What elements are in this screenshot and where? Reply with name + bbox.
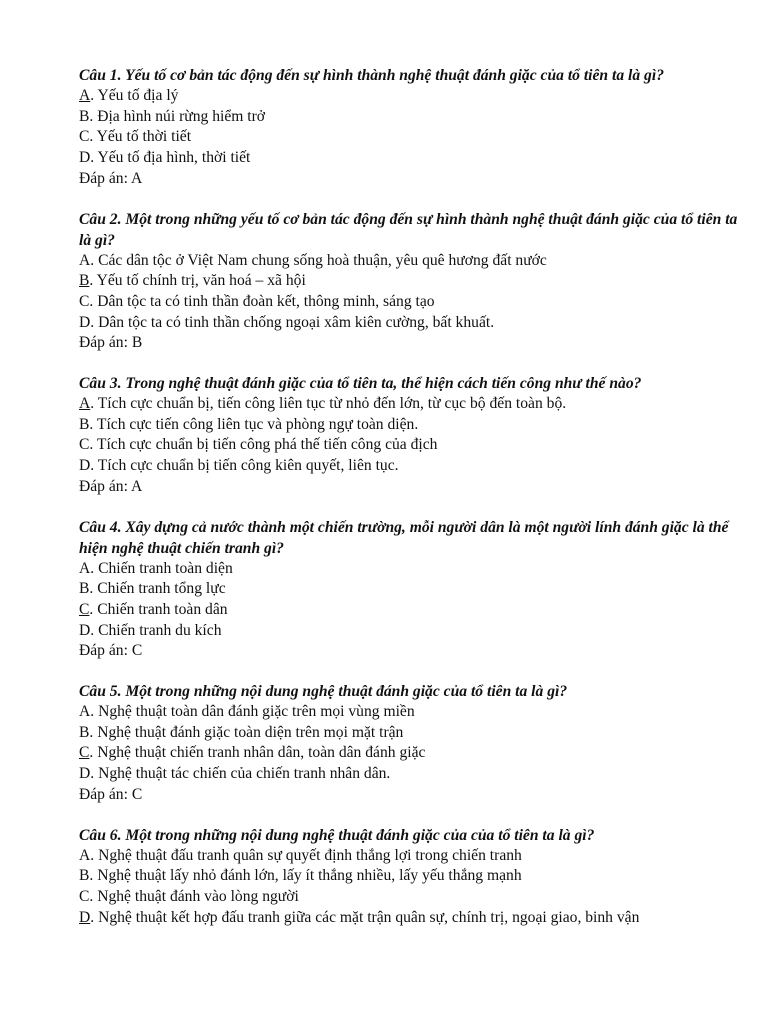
option-b — [79, 107, 739, 128]
option-text: . Yếu tố chính trị, văn hoá – xã hội — [89, 272, 306, 290]
option-text: . Địa hình núi rừng hiểm trở — [89, 107, 266, 125]
option-c — [79, 743, 739, 764]
option-text: . Dân tộc ta có tinh thần chống ngoại xâm kiên cường, bất khuất. — [90, 313, 495, 331]
question-4 — [79, 517, 739, 663]
option-text: . Các dân tộc ở Việt Nam chung sống hoà thuận, yêu quê hương đất nước — [90, 251, 547, 269]
option-d — [79, 456, 739, 477]
option-letter: D — [79, 765, 91, 783]
option-letter: D — [79, 908, 91, 926]
option-letter: B — [79, 580, 90, 598]
option-text: . Tích cực chuẩn bị, tiến công liên tục từ nhỏ đến lớn, từ cục bộ đến toàn bộ. — [90, 395, 567, 413]
option-text: . Nghệ thuật tác chiến của chiến tranh nhân dân. — [90, 765, 391, 783]
option-c — [79, 600, 739, 621]
option-d — [79, 621, 739, 642]
answer-line: Đáp án: C — [79, 785, 143, 803]
option-letter: C — [79, 436, 90, 454]
option-b — [79, 723, 739, 744]
option-a — [79, 394, 739, 415]
option-text: . Yếu tố địa hình, thời tiết — [90, 149, 251, 167]
option-letter: A — [79, 251, 91, 269]
option-letter: D — [79, 457, 91, 475]
question-3 — [79, 373, 739, 498]
option-text: . Tích cực chuẩn bị tiến công kiên quyết, liên tục. — [90, 457, 399, 475]
option-text: . Nghệ thuật chiến tranh nhân dân, toàn dân đánh giặc — [89, 744, 426, 762]
option-a — [79, 846, 739, 867]
option-letter: A — [79, 87, 91, 104]
option-text: . Yếu tố địa lý — [90, 87, 179, 104]
option-text: . Nghệ thuật toàn dân đánh giặc trên mọi vùng miền — [90, 703, 415, 721]
option-text: . Chiến tranh toàn diện — [90, 559, 233, 577]
option-text: . Chiến tranh du kích — [90, 621, 222, 639]
question-title: Câu 4. Xây dựng cả nước thành một chiến trường, mỗi người dân là một người lính đánh giặc là thể hiện nghệ thuật chiến tranh gì? — [79, 518, 729, 557]
option-d — [79, 148, 739, 169]
option-text: . Yếu tố thời tiết — [89, 128, 192, 146]
option-letter: A — [79, 559, 91, 577]
option-a — [79, 251, 739, 272]
option-letter: C — [79, 128, 90, 146]
option-c — [79, 292, 739, 313]
question-title: Câu 3. Trong nghệ thuật đánh giặc của tổ tiên ta, thể hiện cách tiến công như thế nào? — [79, 375, 642, 393]
option-d — [79, 313, 739, 334]
option-letter: D — [79, 149, 91, 167]
option-text: . Chiến tranh tổng lực — [89, 580, 226, 598]
option-text: . Nghệ thuật đấu tranh quân sự quyết định thắng lợi trong chiến tranh — [90, 846, 522, 864]
option-letter: A — [79, 703, 91, 721]
option-text: . Nghệ thuật lấy nhỏ đánh lớn, lấy ít thắng nhiều, lấy yếu thắng mạnh — [89, 867, 522, 885]
option-letter: D — [79, 313, 91, 331]
option-letter: B — [79, 415, 90, 433]
option-a — [79, 86, 739, 107]
option-b — [79, 579, 739, 600]
option-c — [79, 887, 739, 908]
answer-line: Đáp án: B — [79, 334, 143, 352]
question-6 — [79, 825, 739, 929]
question-title: Câu 2. Một trong những yếu tố cơ bản tác động đến sự hình thành nghệ thuật đánh giặc của tổ tiên ta là gì? — [79, 210, 738, 249]
option-letter: A — [79, 846, 91, 864]
option-letter: C — [79, 887, 90, 905]
option-letter: B — [79, 723, 90, 741]
question-title: Câu 5. Một trong những nội dung nghệ thuật đánh giặc của tổ tiên ta là gì? — [79, 683, 568, 701]
question-2 — [79, 209, 739, 355]
option-c — [79, 127, 739, 148]
option-letter: C — [79, 292, 90, 310]
option-letter: A — [79, 395, 91, 413]
option-d — [79, 908, 739, 929]
option-letter: B — [79, 107, 90, 125]
question-title: Câu 6. Một trong những nội dung nghệ thuật đánh giặc của của tổ tiên ta là gì? — [79, 826, 595, 844]
option-text: . Nghệ thuật kết hợp đấu tranh giữa các mặt trận quân sự, chính trị, ngoại giao, binh vận — [90, 908, 640, 926]
answer-line: Đáp án: A — [79, 169, 143, 187]
option-text: . Nghệ thuật đánh vào lòng người — [89, 887, 299, 905]
option-d — [79, 764, 739, 785]
option-b — [79, 866, 739, 887]
option-b — [79, 415, 739, 436]
question-title: Câu 1. Yếu tố cơ bản tác động đến sự hình thành nghệ thuật đánh giặc của tổ tiên ta là gì? — [79, 67, 664, 84]
option-c — [79, 435, 739, 456]
option-text: . Chiến tranh toàn dân — [89, 600, 228, 618]
option-a — [79, 559, 739, 580]
question-5 — [79, 681, 739, 806]
option-text: . Tích cực chuẩn bị tiến công phá thế tiến công của địch — [89, 436, 438, 454]
option-letter: B — [79, 272, 90, 290]
option-text: . Tích cực tiến công liên tục và phòng ngự toàn diện. — [89, 415, 419, 433]
option-b — [79, 271, 739, 292]
option-letter: C — [79, 744, 90, 762]
question-1 — [79, 65, 739, 190]
document-page — [79, 65, 739, 947]
option-letter: C — [79, 600, 90, 618]
option-text: . Nghệ thuật đánh giặc toàn diện trên mọi mặt trận — [89, 723, 404, 741]
answer-line: Đáp án: C — [79, 642, 143, 660]
option-text: . Dân tộc ta có tinh thần đoàn kết, thông minh, sáng tạo — [89, 292, 435, 310]
option-letter: B — [79, 867, 90, 885]
option-a — [79, 702, 739, 723]
answer-line: Đáp án: A — [79, 477, 143, 495]
option-letter: D — [79, 621, 91, 639]
